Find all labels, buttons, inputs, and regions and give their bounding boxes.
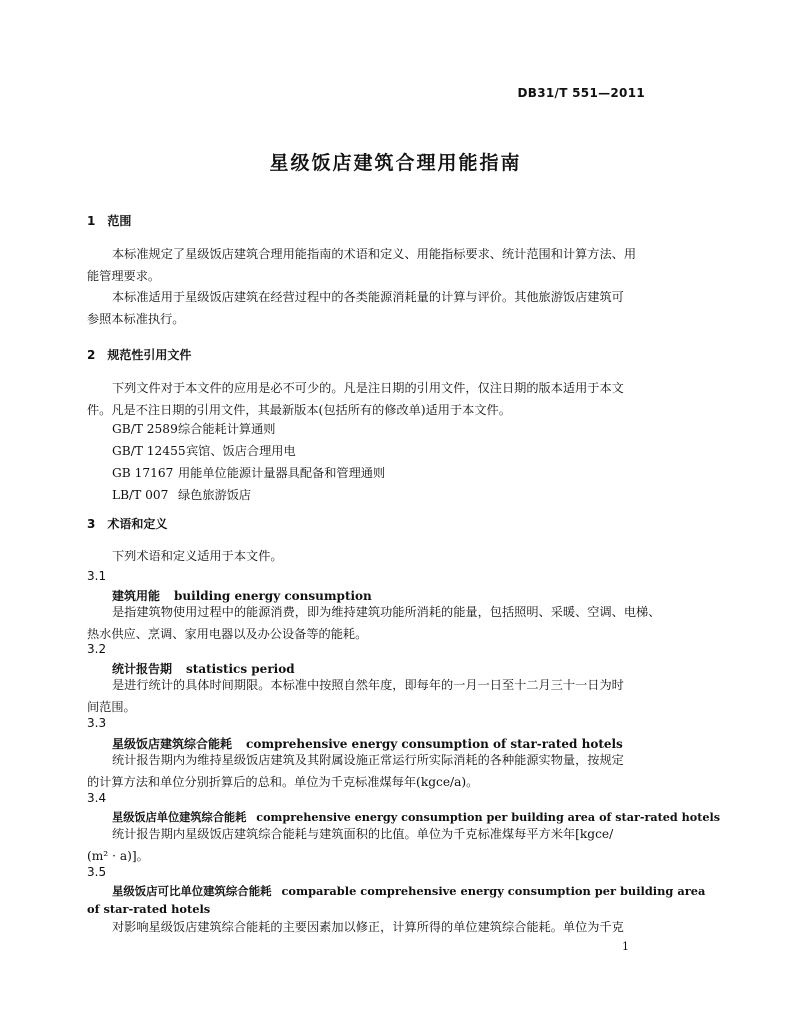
term-definition-line: 间范围。 [87, 700, 136, 714]
term-definition-line: 统计报告期内为维持星级饭店建筑及其附属设施正常运行所实际消耗的各种能源实物量，按规定 [112, 753, 624, 767]
term-en: comprehensive energy consumption of star-rated hotels [246, 737, 623, 751]
term-zh: 星级饭店建筑综合能耗 [112, 737, 233, 751]
reference-item [112, 486, 251, 503]
scope-para-1-line-2: 能管理要求。 [87, 269, 161, 283]
reference-title: 绿色旅游饭店 [178, 488, 252, 502]
reference-item [112, 464, 385, 481]
reference-title: 综合能耗计算通则 [178, 422, 276, 436]
reference-title: 宾馆、饭店合理用电 [186, 444, 296, 458]
term-number: 3.2 [87, 642, 107, 656]
term-number: 3.1 [87, 569, 107, 583]
scope-para-2-line-1: 本标准适用于星级饭店建筑在经营过程中的各类能源消耗量的计算与评价。其他旅游饭店建筑可 [112, 290, 624, 304]
term-zh: 统计报告期 [112, 662, 173, 676]
scope-para-2-line-2: 参照本标准执行。 [87, 312, 185, 326]
reference-item [112, 442, 296, 459]
section-heading-terms: 3 术语和定义 [87, 517, 168, 531]
standard-number: DB31/T 551—2011 [517, 86, 645, 100]
reference-item [112, 420, 276, 437]
refs-para-line-1: 下列文件对于本文件的应用是必不可少的。凡是注日期的引用文件，仅注日期的版本适用于本文 [112, 381, 624, 395]
term-zh: 星级饭店可比单位建筑综合能耗 [112, 884, 272, 898]
reference-code: GB 17167 [112, 466, 174, 480]
term-en-continued: of star-rated hotels [87, 902, 211, 916]
term-zh: 星级饭店单位建筑综合能耗 [112, 811, 247, 824]
term-number: 3.3 [87, 716, 107, 730]
term-number: 3.4 [87, 791, 107, 805]
refs-para-line-2: 件。凡是不注日期的引用文件，其最新版本(包括所有的修改单)适用于本文件。 [87, 403, 511, 417]
term-zh: 建筑用能 [112, 589, 161, 603]
page-number: 1 [622, 940, 629, 953]
reference-code: GB/T 12455 [112, 444, 186, 458]
reference-code: LB/T 007 [112, 488, 169, 502]
term-en: comparable comprehensive energy consumption per building area [281, 884, 706, 898]
term-en: building energy consumption [174, 589, 372, 603]
term-en: comprehensive energy consumption per building area of star-rated hotels [256, 810, 721, 824]
reference-code: GB/T 2589 [112, 422, 178, 436]
term-definition-line: 统计报告期内星级饭店建筑综合能耗与建筑面积的比值。单位为千克标准煤每平方米年[kgce/ [112, 827, 614, 841]
term-definition-line: 的计算方法和单位分别折算后的总和。单位为千克标准煤每年(kgce/a)。 [87, 775, 479, 789]
term-definition-line: 对影响星级饭店建筑综合能耗的主要因素加以修正，计算所得的单位建筑综合能耗。单位为千克 [112, 920, 624, 934]
term-definition-line: (m² · a)]。 [87, 849, 149, 863]
term-number: 3.5 [87, 865, 107, 879]
document-title: 星级饭店建筑合理用能指南 [269, 152, 522, 174]
section-heading-normative-references: 2 规范性引用文件 [87, 348, 192, 362]
term-definition-line: 是指建筑物使用过程中的能源消费，即为维持建筑功能所消耗的能量，包括照明、采暖、空调、电梯、 [112, 605, 661, 619]
term-definition-line: 是进行统计的具体时间期限。本标准中按照自然年度，即每年的一月一日至十二月三十一日为时 [112, 678, 624, 692]
scope-para-1-line-1: 本标准规定了星级饭店建筑合理用能指南的术语和定义、用能指标要求、统计范围和计算方法、用 [112, 247, 637, 261]
section-heading-scope: 1 范围 [87, 214, 132, 228]
term-en: statistics period [186, 662, 295, 676]
term-definition-line: 热水供应、烹调、家用电器以及办公设备等的能耗。 [87, 627, 368, 641]
reference-title: 用能单位能源计量器具配备和管理通则 [178, 466, 386, 480]
term-heading [112, 883, 705, 899]
terms-intro: 下列术语和定义适用于本文件。 [112, 549, 283, 563]
